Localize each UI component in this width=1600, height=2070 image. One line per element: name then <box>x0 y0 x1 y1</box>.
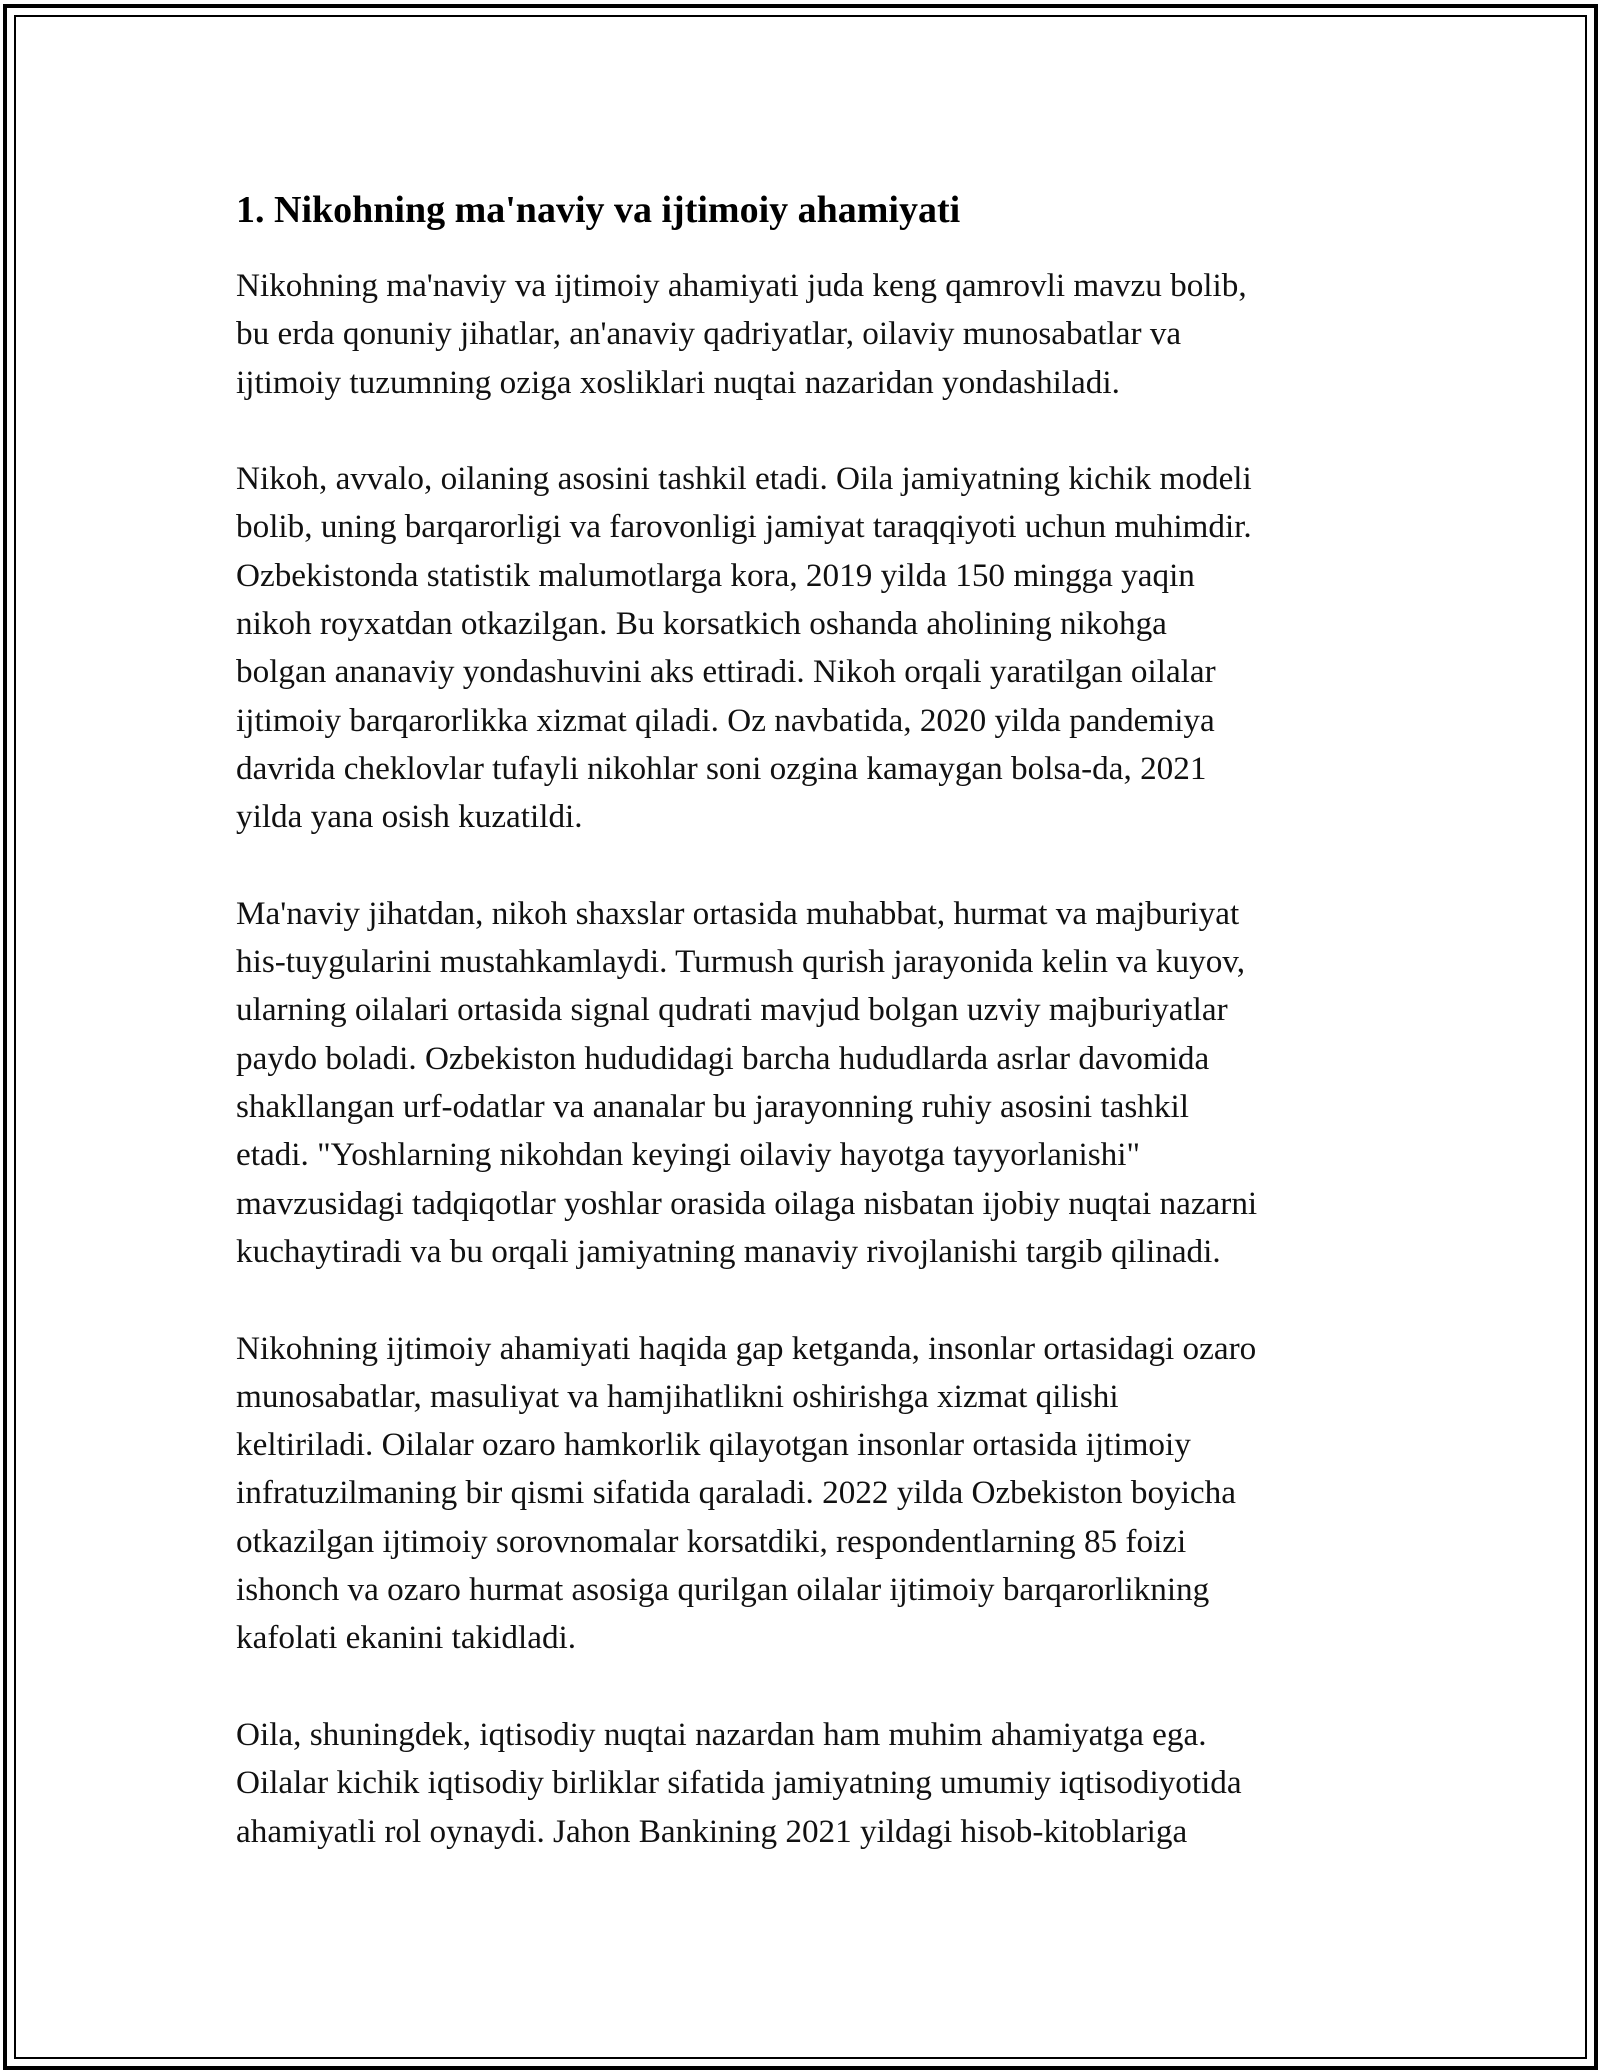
paragraph-2 <box>236 455 1366 841</box>
paragraph-line: bolgan ananaviy yondashuvini aks ettiradi. Nikoh orqali yaratilgan oilalar <box>236 653 1216 691</box>
paragraph-3 <box>236 890 1366 1276</box>
paragraph-line: paydo boladi. Ozbekiston hududidagi barcha hududlarda asrlar davomida <box>236 1039 1210 1077</box>
paragraph-line: nikoh royxatdan otkazilgan. Bu korsatkich oshanda aholining nikohga <box>236 605 1167 643</box>
paragraph-line: mavzusidagi tadqiqotlar yoshlar orasida oilaga nisbatan ijobiy nuqtai nazarni <box>236 1184 1258 1222</box>
paragraph-line: Ozbekistonda statistik malumotlarga kora, 2019 yilda 150 mingga yaqin <box>236 556 1195 594</box>
paragraph-line: ishonch va ozaro hurmat asosiga qurilgan oilalar ijtimoiy barqarorlikning <box>236 1571 1210 1609</box>
paragraph-1 <box>236 262 1366 407</box>
paragraph-line: infratuzilmaning bir qismi sifatida qaraladi. 2022 yilda Ozbekiston boyicha <box>236 1474 1236 1512</box>
paragraph-line: etadi. "Yoshlarning nikohdan keyingi oilaviy hayotga tayyorlanishi" <box>236 1136 1140 1174</box>
paragraph-line: bu erda qonuniy jihatlar, an'anaviy qadriyatlar, oilaviy munosabatlar va <box>236 315 1182 353</box>
paragraph-4 <box>236 1325 1366 1663</box>
paragraph-line: ularning oilalari ortasida signal qudrati mavjud bolgan uzviy majburiyatlar <box>236 991 1228 1029</box>
paragraph-line: his-tuygularini mustahkamlaydi. Turmush qurish jarayonida kelin va kuyov, <box>236 943 1246 981</box>
paragraph-line: munosabatlar, masuliyat va hamjihatlikni oshirishga xizmat qilishi <box>236 1377 1119 1415</box>
paragraph-5 <box>236 1711 1366 1856</box>
paragraph-line: kafolati ekanini takidladi. <box>236 1619 577 1657</box>
paragraph-line: keltiriladi. Oilalar ozaro hamkorlik qilayotgan insonlar ortasida ijtimoiy <box>236 1426 1191 1464</box>
document-body <box>236 186 1366 1904</box>
paragraph-line: shakllangan urf-odatlar va ananalar bu jarayonning ruhiy asosini tashkil <box>236 1088 1189 1126</box>
paragraph-line: yilda yana osish kuzatildi. <box>236 798 583 836</box>
paragraph-line: Ma'naviy jihatdan, nikoh shaxslar ortasida muhabbat, hurmat va majburiyat <box>236 894 1240 932</box>
paragraph-line: Nikohning ijtimoiy ahamiyati haqida gap ketganda, insonlar ortasidagi ozaro <box>236 1329 1257 1367</box>
paragraph-line: ijtimoiy barqarorlikka xizmat qiladi. Oz navbatida, 2020 yilda pandemiya <box>236 701 1215 739</box>
paragraph-line: ahamiyatli rol oynaydi. Jahon Bankining 2021 yildagi hisob-kitoblariga <box>236 1812 1188 1850</box>
paragraph-line: Nikohning ma'naviy va ijtimoiy ahamiyati juda keng qamrovli mavzu bolib, <box>236 267 1247 304</box>
paragraph-line: kuchaytiradi va bu orqali jamiyatning manaviy rivojlanishi targib qilinadi. <box>236 1232 1221 1270</box>
paragraph-line: Nikoh, avvalo, oilaning asosini tashkil etadi. Oila jamiyatning kichik modeli <box>236 460 1252 498</box>
paragraph-line: Oilalar kichik iqtisodiy birliklar sifatida jamiyatning umumiy iqtisodiyotida <box>236 1764 1242 1802</box>
paragraph-line: otkazilgan ijtimoiy sorovnomalar korsatdiki, respondentlarning 85 foizi <box>236 1522 1187 1560</box>
paragraph-line: ijtimoiy tuzumning oziga xosliklari nuqtai nazaridan yondashiladi. <box>236 363 1120 401</box>
paragraph-line: bolib, uning barqarorligi va farovonligi jamiyat taraqqiyoti uchun muhimdir. <box>236 508 1252 546</box>
paragraph-line: davrida cheklovlar tufayli nikohlar soni ozgina kamaygan bolsa-da, 2021 <box>236 749 1207 787</box>
paragraph-line: Oila, shuningdek, iqtisodiy nuqtai nazardan ham muhim ahamiyatga ega. <box>236 1715 1207 1753</box>
section-heading: 1. Nikohning ma'naviy va ijtimoiy ahamiyati <box>236 189 961 231</box>
